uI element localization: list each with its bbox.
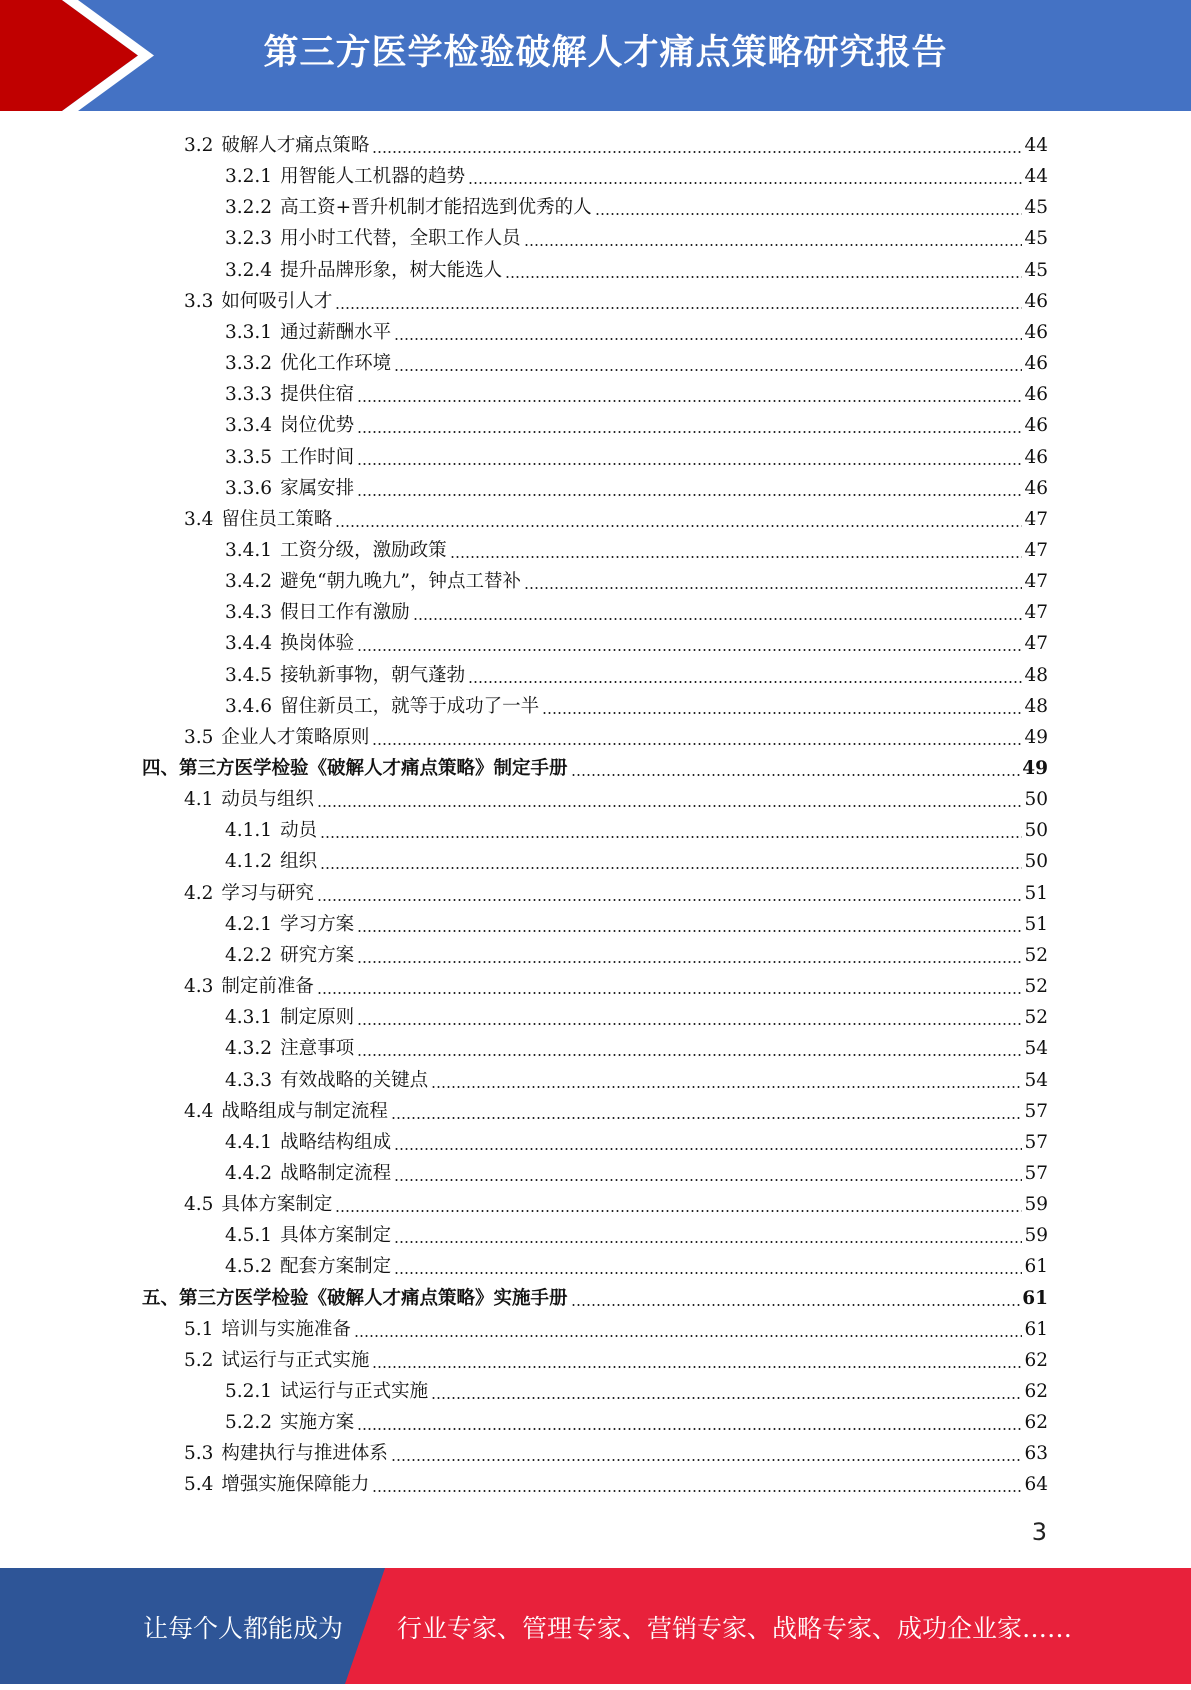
toc-entry-title: 战略结构组成 <box>280 1131 392 1153</box>
toc-dot-leader <box>357 400 1022 402</box>
toc-entry-number: 3.2.3 <box>225 228 273 250</box>
toc-entry[interactable] <box>225 345 1048 376</box>
page-header <box>0 0 1191 111</box>
toc-dot-leader <box>357 961 1022 963</box>
toc-entry-number: 3.2.2 <box>225 197 273 219</box>
toc-dot-leader <box>431 1397 1022 1399</box>
toc-entry-number: 3.4.2 <box>225 571 273 593</box>
toc-entry-page: 62 <box>1024 1412 1048 1434</box>
toc-entry-page: 48 <box>1024 664 1048 686</box>
toc-entry-number: 3.4.1 <box>225 539 273 561</box>
toc-entry-title: 学习方案 <box>280 913 355 935</box>
toc-entry-title: 研究方案 <box>280 944 355 966</box>
toc-entry[interactable] <box>225 906 1048 937</box>
toc-entry[interactable] <box>225 812 1048 843</box>
toc-dot-leader <box>394 369 1022 371</box>
toc-entry-title: 换岗体验 <box>280 633 355 655</box>
toc-entry-title: 试运行与正式实施 <box>280 1381 429 1402</box>
toc-entry-page: 51 <box>1024 913 1048 935</box>
page-footer <box>0 1568 1191 1684</box>
toc-entry-page: 57 <box>1024 1162 1048 1184</box>
toc-entry[interactable] <box>184 719 1048 750</box>
toc-entry[interactable] <box>225 999 1048 1030</box>
toc-entry-page: 47 <box>1024 539 1048 561</box>
toc-entry-title: 具体方案制定 <box>221 1194 333 1216</box>
toc-dot-leader <box>357 431 1022 433</box>
toc-entry-number: 3.3.2 <box>225 353 273 375</box>
toc-entry[interactable] <box>184 1466 1048 1497</box>
toc-entry[interactable] <box>225 1404 1048 1435</box>
toc-entry-page: 59 <box>1024 1225 1048 1247</box>
toc-entry-number: 4.5.1 <box>225 1225 273 1247</box>
toc-entry-page: 45 <box>1024 259 1048 281</box>
toc-entry-page: 51 <box>1024 882 1048 904</box>
toc-entry[interactable] <box>225 189 1048 220</box>
toc-entry-title: 组织 <box>280 851 318 873</box>
toc-entry-title: 实施方案 <box>280 1412 355 1434</box>
toc-entry[interactable] <box>225 532 1048 563</box>
toc-entry-page: 45 <box>1024 228 1048 250</box>
toc-entry-page: 44 <box>1024 135 1048 156</box>
toc-entry-title: 有效战略的关键点 <box>280 1069 429 1091</box>
toc-entry[interactable] <box>225 470 1048 501</box>
toc-entry-number: 4.3.3 <box>225 1069 273 1091</box>
toc-entry-page: 63 <box>1024 1443 1048 1465</box>
toc-entry-page: 47 <box>1024 633 1048 655</box>
toc-entry[interactable] <box>225 843 1048 874</box>
toc-entry[interactable] <box>184 968 1048 999</box>
toc-dot-leader <box>542 712 1022 714</box>
toc-entry-number: 3.3.5 <box>225 446 273 468</box>
toc-entry[interactable] <box>225 1124 1048 1155</box>
toc-entry[interactable] <box>225 158 1048 189</box>
toc-entry-page: 54 <box>1024 1069 1048 1091</box>
toc-dot-leader <box>317 805 1023 807</box>
toc-entry[interactable] <box>225 563 1048 594</box>
toc-entry-page: 61 <box>1024 1318 1048 1340</box>
toc-dot-leader <box>413 618 1023 620</box>
toc-entry-title: 培训与实施准备 <box>221 1318 351 1340</box>
toc-entry[interactable] <box>184 781 1048 812</box>
toc-dot-leader <box>505 276 1022 278</box>
toc-entry-page: 52 <box>1024 1007 1048 1029</box>
toc-entry[interactable] <box>225 1373 1048 1404</box>
toc-entry-page: 48 <box>1024 695 1048 717</box>
toc-entry-page: 57 <box>1024 1100 1048 1122</box>
toc-entry-number: 3.2.4 <box>225 259 273 281</box>
toc-dot-leader <box>524 587 1022 589</box>
toc-entry-number: 3.3.1 <box>225 321 273 343</box>
toc-dot-leader <box>317 899 1023 901</box>
toc-entry-page: 54 <box>1024 1038 1048 1060</box>
toc-entry[interactable] <box>225 439 1048 470</box>
toc-entry-title: 用小时工代替，全职工作人员 <box>280 228 521 250</box>
toc-entry-title: 具体方案制定 <box>280 1225 392 1247</box>
toc-dot-leader <box>394 1179 1022 1181</box>
toc-entry-title: 战略制定流程 <box>280 1162 392 1184</box>
toc-entry[interactable] <box>225 1155 1048 1186</box>
toc-entry-page: 46 <box>1024 290 1048 312</box>
toc-dot-leader <box>335 1210 1022 1212</box>
toc-entry[interactable] <box>225 594 1048 625</box>
toc-dot-leader <box>571 774 1021 776</box>
toc-entry-page: 49 <box>1024 726 1048 748</box>
toc-entry-title: 构建执行与推进体系 <box>221 1443 388 1465</box>
toc-entry-title: 企业人才策略原则 <box>221 726 370 748</box>
toc-dot-leader <box>335 525 1022 527</box>
toc-entry-number: 3.2 <box>184 135 214 156</box>
toc-entry-number: 5.2 <box>184 1349 214 1371</box>
toc-entry[interactable] <box>184 1342 1048 1373</box>
toc-entry-title: 五、第三方医学检验《破解人才痛点策略》实施手册 <box>142 1287 568 1309</box>
toc-entry-title: 岗位优势 <box>280 415 355 437</box>
toc-entry-title: 家属安排 <box>280 477 355 499</box>
toc-dot-leader <box>524 244 1023 246</box>
toc-entry-page: 50 <box>1024 820 1048 842</box>
toc-dot-leader <box>320 867 1022 869</box>
toc-entry-page: 46 <box>1024 446 1048 468</box>
toc-entry[interactable] <box>225 407 1048 438</box>
toc-entry[interactable] <box>225 220 1048 251</box>
toc-entry-number: 4.5 <box>184 1194 214 1216</box>
toc-entry-number: 4.3.1 <box>225 1007 273 1029</box>
toc-entry-number: 5.4 <box>184 1474 214 1496</box>
toc-entry[interactable] <box>142 750 1048 781</box>
toc-entry-number: 4.4 <box>184 1100 214 1122</box>
toc-entry[interactable] <box>225 252 1048 283</box>
toc-entry-number: 3.3.6 <box>225 477 273 499</box>
toc-entry[interactable] <box>184 501 1048 532</box>
toc-entry[interactable] <box>184 1186 1048 1217</box>
toc-entry[interactable] <box>184 875 1048 906</box>
toc-entry-number: 4.2.1 <box>225 913 273 935</box>
toc-entry-title: 如何吸引人才 <box>221 290 333 312</box>
toc-dot-leader <box>468 681 1022 683</box>
toc-entry-number: 4.4.2 <box>225 1162 273 1184</box>
toc-entry[interactable] <box>225 937 1048 968</box>
toc-entry[interactable] <box>184 283 1048 314</box>
toc-entry-number: 4.1.2 <box>225 851 273 873</box>
toc-entry-title: 接轨新事物，朝气蓬勃 <box>280 664 466 686</box>
toc-entry-title: 四、第三方医学检验《破解人才痛点策略》制定手册 <box>142 758 568 779</box>
toc-entry-page: 46 <box>1024 384 1048 406</box>
toc-entry-number: 4.1.1 <box>225 820 273 842</box>
toc-entry-title: 工作时间 <box>280 446 355 468</box>
toc-dot-leader <box>391 1117 1023 1119</box>
toc-entry-page: 61 <box>1022 1287 1048 1309</box>
toc-entry-title: 用智能人工机器的趋势 <box>280 166 466 188</box>
toc-entry-title: 配套方案制定 <box>280 1256 392 1278</box>
toc-entry[interactable] <box>225 688 1048 719</box>
toc-entry-page: 62 <box>1024 1381 1048 1402</box>
toc-dot-leader <box>372 743 1022 745</box>
toc-entry-number: 3.4.3 <box>225 602 273 624</box>
toc-entry-page: 46 <box>1024 477 1048 499</box>
toc-entry[interactable] <box>184 127 1048 158</box>
toc-dot-leader <box>357 1054 1022 1056</box>
toc-entry-page: 57 <box>1024 1131 1048 1153</box>
toc-entry-page: 52 <box>1024 976 1048 998</box>
toc-dot-leader <box>394 1272 1022 1274</box>
toc-dot-leader <box>357 1023 1022 1025</box>
toc-entry[interactable] <box>184 1435 1048 1466</box>
toc-entry-number: 5.3 <box>184 1443 214 1465</box>
toc-entry-number: 3.2.1 <box>225 166 273 188</box>
toc-entry-title: 留住员工策略 <box>221 508 333 530</box>
toc-entry-number: 3.4.5 <box>225 664 273 686</box>
toc-entry-title: 工资分级，激励政策 <box>280 539 447 561</box>
toc-entry-number: 3.3.3 <box>225 384 273 406</box>
toc-entry-title: 高工资+晋升机制才能招选到优秀的人 <box>280 197 592 219</box>
toc-entry-page: 62 <box>1024 1349 1048 1371</box>
toc-entry-number: 3.4.4 <box>225 633 273 655</box>
toc-entry[interactable] <box>225 625 1048 656</box>
toc-entry[interactable] <box>225 376 1048 407</box>
toc-entry[interactable] <box>142 1280 1048 1311</box>
toc-entry[interactable] <box>184 1311 1048 1342</box>
toc-dot-leader <box>571 1304 1021 1306</box>
toc-entry-number: 4.3.2 <box>225 1038 273 1060</box>
toc-entry-number: 5.1 <box>184 1318 214 1340</box>
toc-entry-page: 61 <box>1024 1256 1048 1278</box>
toc-entry-page: 45 <box>1024 197 1048 219</box>
toc-dot-leader <box>357 463 1022 465</box>
toc-entry-number: 4.4.1 <box>225 1131 273 1153</box>
toc-entry-title: 破解人才痛点策略 <box>221 135 370 156</box>
toc-entry-number: 4.3 <box>184 976 214 998</box>
toc-entry[interactable] <box>184 1093 1048 1124</box>
toc-entry-title: 优化工作环境 <box>280 353 392 375</box>
toc-entry-title: 学习与研究 <box>221 882 314 904</box>
toc-entry-number: 5.2.2 <box>225 1412 273 1434</box>
toc-dot-leader <box>394 1148 1022 1150</box>
toc-dot-leader <box>372 151 1022 153</box>
toc-dot-leader <box>320 836 1022 838</box>
toc-entry-title: 增强实施保障能力 <box>221 1474 370 1496</box>
toc-dot-leader <box>357 494 1022 496</box>
toc-dot-leader <box>450 556 1023 558</box>
toc-entry-number: 3.3 <box>184 290 214 312</box>
toc-entry-title: 避免“朝九晚九”，钟点工替补 <box>280 571 521 593</box>
toc-entry[interactable] <box>225 657 1048 688</box>
toc-entry-title: 通过薪酬水平 <box>280 321 392 343</box>
toc-entry[interactable] <box>225 314 1048 345</box>
toc-entry-number: 4.2.2 <box>225 944 273 966</box>
toc-entry-number: 3.5 <box>184 726 214 748</box>
toc-dot-leader <box>357 1428 1022 1430</box>
toc-entry-number: 5.2.1 <box>225 1381 273 1402</box>
toc-entry-page: 49 <box>1022 758 1048 779</box>
toc-entry-title: 制定原则 <box>280 1007 355 1029</box>
toc-entry-title: 战略组成与制定流程 <box>221 1100 388 1122</box>
toc-entry[interactable] <box>225 1248 1048 1279</box>
toc-entry-title: 留住新员工，就等于成功了一半 <box>280 695 540 717</box>
toc-entry-number: 4.5.2 <box>225 1256 273 1278</box>
toc-dot-leader <box>372 1490 1022 1492</box>
toc-dot-leader <box>394 1241 1022 1243</box>
toc-dot-leader <box>335 307 1022 309</box>
toc-dot-leader <box>357 649 1022 651</box>
toc-entry-title: 动员 <box>280 820 318 842</box>
toc-dot-leader <box>317 992 1023 994</box>
toc-entry-title: 制定前准备 <box>221 976 314 998</box>
toc-entry-title: 提供住宿 <box>280 384 355 406</box>
toc-entry-page: 52 <box>1024 944 1048 966</box>
toc-entry-page: 44 <box>1024 166 1048 188</box>
toc-entry-number: 4.1 <box>184 789 214 811</box>
toc-entry[interactable] <box>225 1030 1048 1061</box>
toc-entry-page: 64 <box>1024 1474 1048 1496</box>
toc-dot-leader <box>595 213 1023 215</box>
toc-dot-leader <box>391 1459 1023 1461</box>
toc-entry-page: 46 <box>1024 321 1048 343</box>
toc-entry-title: 试运行与正式实施 <box>221 1349 370 1371</box>
toc-entry-title: 提升品牌形象，树大能选人 <box>280 259 503 281</box>
toc-entry-page: 59 <box>1024 1194 1048 1216</box>
toc-dot-leader <box>354 1335 1023 1337</box>
toc-entry-page: 47 <box>1024 571 1048 593</box>
toc-entry-number: 3.4 <box>184 508 214 530</box>
toc-dot-leader <box>394 338 1022 340</box>
toc-entry-title: 注意事项 <box>280 1038 355 1060</box>
document-title: 第三方医学检验破解人才痛点策略研究报告 <box>263 33 948 73</box>
toc-entry[interactable] <box>225 1062 1048 1093</box>
toc-entry-page: 46 <box>1024 415 1048 437</box>
toc-entry-title: 动员与组织 <box>221 789 314 811</box>
page-number: 3 <box>1031 1518 1047 1546</box>
toc-entry-number: 3.4.6 <box>225 695 273 717</box>
toc-dot-leader <box>372 1366 1022 1368</box>
toc-dot-leader <box>468 182 1022 184</box>
toc-entry-page: 50 <box>1024 851 1048 873</box>
toc-entry-page: 50 <box>1024 789 1048 811</box>
toc-dot-leader <box>357 930 1022 932</box>
toc-entry-number: 3.3.4 <box>225 415 273 437</box>
toc-dot-leader <box>431 1086 1022 1088</box>
toc-entry-page: 46 <box>1024 353 1048 375</box>
toc-entry[interactable] <box>225 1217 1048 1248</box>
footer-slogan: 让每个人都能成为 <box>143 1614 344 1643</box>
toc-entry-title: 假日工作有激励 <box>280 602 410 624</box>
toc-entry-number: 4.2 <box>184 882 214 904</box>
toc-entry-page: 47 <box>1024 602 1048 624</box>
footer-expert-list: 行业专家、管理专家、营销专家、战略专家、成功企业家…… <box>397 1614 1073 1643</box>
toc-entry-page: 47 <box>1024 508 1048 530</box>
